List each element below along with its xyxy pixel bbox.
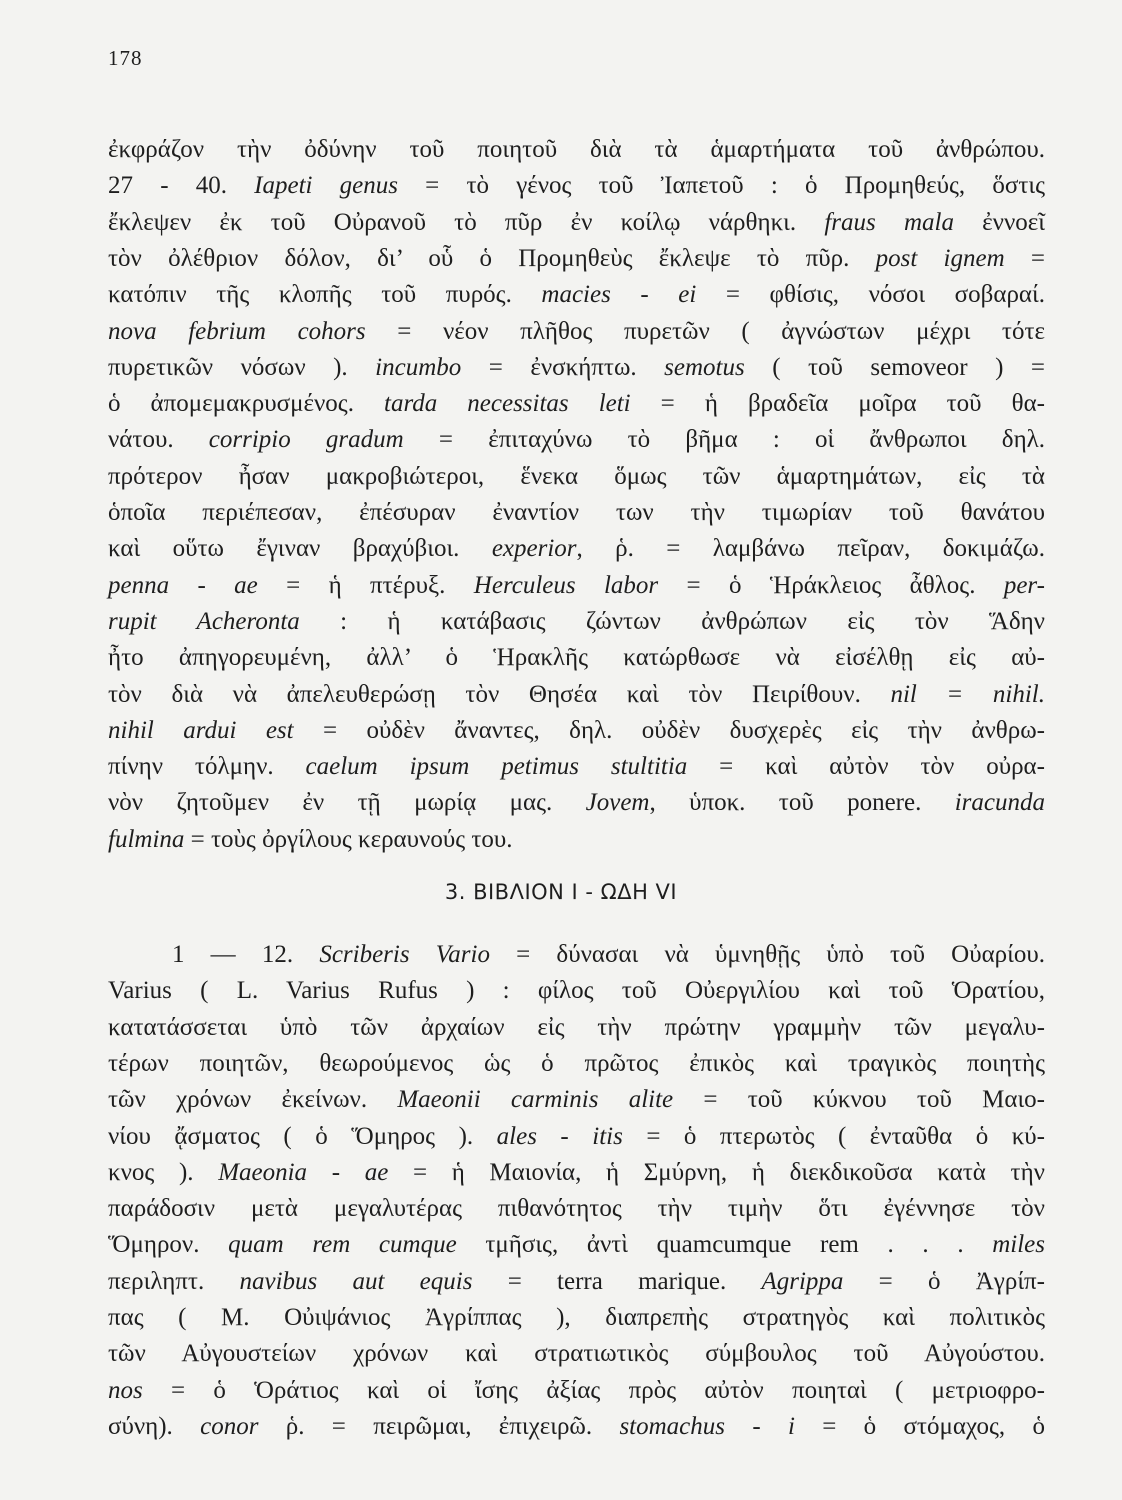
text-line: [108, 568, 1045, 604]
latin-lemma: iracunda: [954, 789, 1046, 817]
latin-lemma: miles: [992, 1231, 1045, 1259]
latin-lemma: ales - itis: [496, 1122, 623, 1150]
latin-lemma: macies - ei: [541, 281, 697, 309]
text-line: [108, 1409, 1045, 1445]
latin-lemma: Agrippa: [761, 1267, 844, 1295]
greek-gloss: = ἡ Μαιονία, ἡ Σμύρνη, ἡ διεκδικοῦσα κατὰ τὴν: [388, 1158, 1045, 1186]
latin-lemma: stomachus - i: [619, 1412, 795, 1440]
latin-lemma: tarda necessitas leti: [384, 390, 631, 418]
greek-gloss: Varius ( L. Varius Rufus ) : φίλος τοῦ Οὐεργιλίου καὶ τοῦ Ὁρατίου,: [108, 977, 1045, 1005]
text-line: [108, 459, 1045, 495]
greek-gloss: = φθίσις, νόσοι σοβαραί.: [696, 281, 1046, 309]
greek-gloss: = ἐπιταχύνω τὸ βῆμα : οἱ ἄνθρωποι δηλ.: [403, 426, 1046, 454]
greek-gloss: κνος ).: [108, 1158, 219, 1186]
greek-gloss: πρότερον ἦσαν μακροβιώτεροι, ἕνεκα ὅμως τῶν ἁμαρτημάτων, εἰς τὰ: [108, 462, 1045, 490]
greek-gloss: ( τοῦ semoveor ) =: [744, 353, 1045, 381]
text-line: [108, 241, 1045, 277]
greek-gloss: = ἡ βραδεῖα μοῖρα τοῦ θα-: [630, 390, 1045, 418]
latin-lemma: semotus: [664, 353, 745, 381]
greek-gloss: καὶ οὕτω ἔγιναν βραχύβιοι.: [108, 535, 492, 563]
latin-lemma: post ignem: [875, 244, 1005, 272]
greek-gloss: = ὁ Ἡράκλειος ἆθλος.: [658, 571, 1004, 599]
latin-lemma: Scriberis Vario: [319, 941, 490, 968]
greek-gloss: = ἐνσκήπτω.: [461, 353, 665, 381]
greek-gloss: = οὐδὲν ἄναντες, δηλ. οὐδὲν δυσχερὲς εἰς τὴν ἀνθρω-: [293, 716, 1045, 744]
greek-gloss: τὸν διὰ νὰ ἀπελευθερώσῃ τὸν Θησέα καὶ τὸν Πειρίθουν.: [108, 680, 891, 708]
greek-gloss: πυρετικῶν νόσων ).: [108, 353, 376, 381]
latin-lemma: Iapeti genus: [254, 172, 398, 200]
text-line: [108, 973, 1045, 1009]
text-line: [108, 1300, 1045, 1336]
greek-gloss: = δύνασαι νὰ ὑμνηθῇς ὑπὸ τοῦ Οὐαρίου.: [489, 941, 1045, 968]
greek-gloss: = terra marique.: [472, 1267, 762, 1295]
greek-gloss: Ὅμηρον.: [108, 1231, 229, 1259]
text-line: [108, 205, 1045, 241]
latin-lemma: fulmina: [108, 825, 185, 853]
latin-lemma: Jovem: [585, 789, 650, 817]
greek-gloss: τέρων ποιητῶν, θεωρούμενος ὡς ὁ πρῶτος ἐπικὸς καὶ τραγικὸς ποιητὴς: [108, 1049, 1045, 1077]
greek-gloss: τμῆσις, ἀντὶ quamcumque rem . . .: [456, 1231, 993, 1259]
text-line: [108, 422, 1045, 458]
greek-gloss: = ὁ στόμαχος, ὁ: [794, 1412, 1045, 1440]
latin-lemma: nova febrium cohors: [108, 317, 366, 345]
text-line: [108, 314, 1045, 350]
greek-gloss: : ἡ κατάβασις ζώντων ἀνθρώπων εἰς τὸν Ἅδην: [299, 607, 1045, 635]
text-line: [108, 713, 1045, 749]
greek-gloss: 1 — 12.: [172, 941, 320, 968]
latin-lemma: per-: [1003, 571, 1045, 599]
latin-lemma: Maeonia - ae: [218, 1158, 389, 1186]
latin-lemma: fraus mala: [824, 208, 954, 236]
text-line: [108, 1010, 1045, 1046]
text-line: [108, 1119, 1045, 1155]
text-line: [108, 822, 1045, 858]
greek-gloss: , ῥ. = λαμβάνω πεῖραν, δοκιμάζω.: [576, 535, 1045, 563]
greek-gloss: = καὶ αὐτὸν τὸν οὐρα-: [687, 753, 1045, 781]
greek-gloss: =: [1004, 244, 1046, 272]
text-line: [108, 386, 1045, 422]
latin-lemma: corripio gradum: [208, 426, 404, 454]
text-line: [108, 785, 1045, 821]
text-line: [108, 1264, 1045, 1300]
text-line: [108, 531, 1045, 567]
greek-gloss: νὸν ζητοῦμεν ἐν τῇ μωρίᾳ μας.: [108, 789, 586, 817]
greek-gloss: = τοῦ κύκνου τοῦ Μαιο-: [673, 1086, 1045, 1114]
latin-lemma: penna - ae: [108, 571, 258, 599]
text-line: [108, 749, 1045, 785]
greek-gloss: σύνη).: [108, 1412, 201, 1440]
latin-lemma: nihil ardui est: [108, 716, 294, 744]
greek-gloss: ἦτο ἀπηγορευμένη, ἀλλ’ ὁ Ἡρακλῆς κατώρθωσε νὰ εἰσέλθῃ εἰς αὐ-: [108, 644, 1045, 672]
greek-gloss: = ὁ Ἀγρίπ-: [843, 1267, 1045, 1295]
text-line: [108, 277, 1045, 313]
latin-lemma: conor: [200, 1412, 259, 1440]
latin-lemma: Herculeus labor: [473, 571, 659, 599]
greek-gloss: τὸν ὀλέθριον δόλον, δι’ οὗ ὁ Προμηθεὺς ἔκλεψε τὸ πῦρ.: [108, 244, 876, 272]
section-heading: 3. ΒΙΒΛΙΟΝ Ι - ΩΔΗ VI: [444, 880, 678, 904]
greek-gloss: κατόπιν τῆς κλοπῆς τοῦ πυρός.: [108, 281, 542, 309]
greek-gloss: ἐννοεῖ: [953, 208, 1045, 236]
text-line: [108, 937, 1045, 973]
greek-gloss: πίνην τόλμην.: [108, 753, 306, 781]
text-line: [108, 1082, 1045, 1118]
greek-gloss: = ὁ πτερωτὸς ( ἐνταῦθα ὁ κύ-: [622, 1122, 1045, 1150]
latin-lemma: experior: [491, 535, 577, 563]
text-line: [108, 604, 1045, 640]
latin-lemma: Maeonii carminis alite: [397, 1086, 674, 1114]
text-line: [108, 640, 1045, 676]
greek-gloss: ὁ ἀπομεμακρυσμένος.: [108, 390, 384, 418]
text-line: [108, 1191, 1045, 1227]
greek-gloss: = ὁ Ὁράτιος καὶ οἱ ἴσης ἀξίας πρὸς αὐτὸν ποιηταὶ ( μετριοφρο-: [142, 1376, 1045, 1404]
text-line: [108, 1336, 1045, 1372]
latin-lemma: incumbo: [375, 353, 462, 381]
text-line: [108, 1046, 1045, 1082]
page-number: 178: [108, 46, 143, 70]
latin-lemma: nil = nihil.: [890, 680, 1045, 708]
greek-gloss: κατατάσσεται ὑπὸ τῶν ἀρχαίων εἰς τὴν πρώτην γραμμὴν τῶν μεγαλυ-: [108, 1013, 1045, 1041]
latin-lemma: caelum ipsum petimus stultitia: [305, 753, 688, 781]
text-line: [108, 677, 1045, 713]
text-line: [108, 1155, 1045, 1191]
greek-gloss: περιληπτ.: [108, 1267, 240, 1295]
greek-gloss: ὁποῖα περιέπεσαν, ἐπέσυραν ἐναντίον των τὴν τιμωρίαν τοῦ θανάτου: [108, 499, 1045, 526]
latin-lemma: nos: [108, 1376, 143, 1404]
latin-lemma: rupit Acheronta: [108, 607, 300, 635]
greek-gloss: νάτου.: [108, 426, 209, 454]
greek-gloss: 27 - 40.: [108, 172, 255, 200]
greek-gloss: νίου ᾄσματος ( ὁ Ὅμηρος ).: [108, 1122, 497, 1150]
greek-gloss: , ὑποκ. τοῦ ponere.: [649, 789, 955, 817]
text-line: [108, 1227, 1045, 1263]
text-line: [108, 1373, 1045, 1409]
greek-gloss: ῥ. = πειρῶμαι, ἐπιχειρῶ.: [258, 1412, 620, 1440]
greek-gloss: = τοὺς ὀργίλους κεραυνούς του.: [184, 825, 513, 853]
greek-gloss: τῶν Αὐγουστείων χρόνων καὶ στρατιωτικὸς σύμβουλος τοῦ Αὐγούστου.: [108, 1340, 1045, 1368]
text-line: [108, 132, 1045, 168]
text-line: [108, 350, 1045, 386]
text-line: [108, 495, 1045, 531]
greek-gloss: = τὸ γένος τοῦ Ἰαπετοῦ : ὁ Προμηθεύς, ὅστις: [397, 172, 1046, 200]
greek-gloss: = ἡ πτέρυξ.: [257, 571, 474, 599]
greek-gloss: πας ( Μ. Οὐιψάνιος Ἀγρίππας ), διαπρεπὴς στρατηγὸς καὶ πολιτικὸς: [108, 1304, 1045, 1331]
greek-gloss: = νέον πλῆθος πυρετῶν ( ἀγνώστων μέχρι τότε: [365, 317, 1045, 345]
text-line: [108, 168, 1045, 204]
greek-gloss: ἔκλεψεν ἐκ τοῦ Οὐρανοῦ τὸ πῦρ ἐν κοίλῳ νάρθηκι.: [108, 208, 825, 236]
greek-gloss: παράδοσιν μετὰ μεγαλυτέρας πιθανότητος τὴν τιμὴν ὅτι ἐγέννησε τὸν: [108, 1195, 1045, 1223]
greek-gloss: ἐκφράζον τὴν ὀδύνην τοῦ ποιητοῦ διὰ τὰ ἁμαρτήματα τοῦ ἀνθρώπου.: [108, 136, 1045, 163]
latin-lemma: quam rem cumque: [228, 1231, 457, 1259]
greek-gloss: τῶν χρόνων ἐκείνων.: [108, 1086, 398, 1114]
latin-lemma: navibus aut equis: [239, 1267, 473, 1295]
